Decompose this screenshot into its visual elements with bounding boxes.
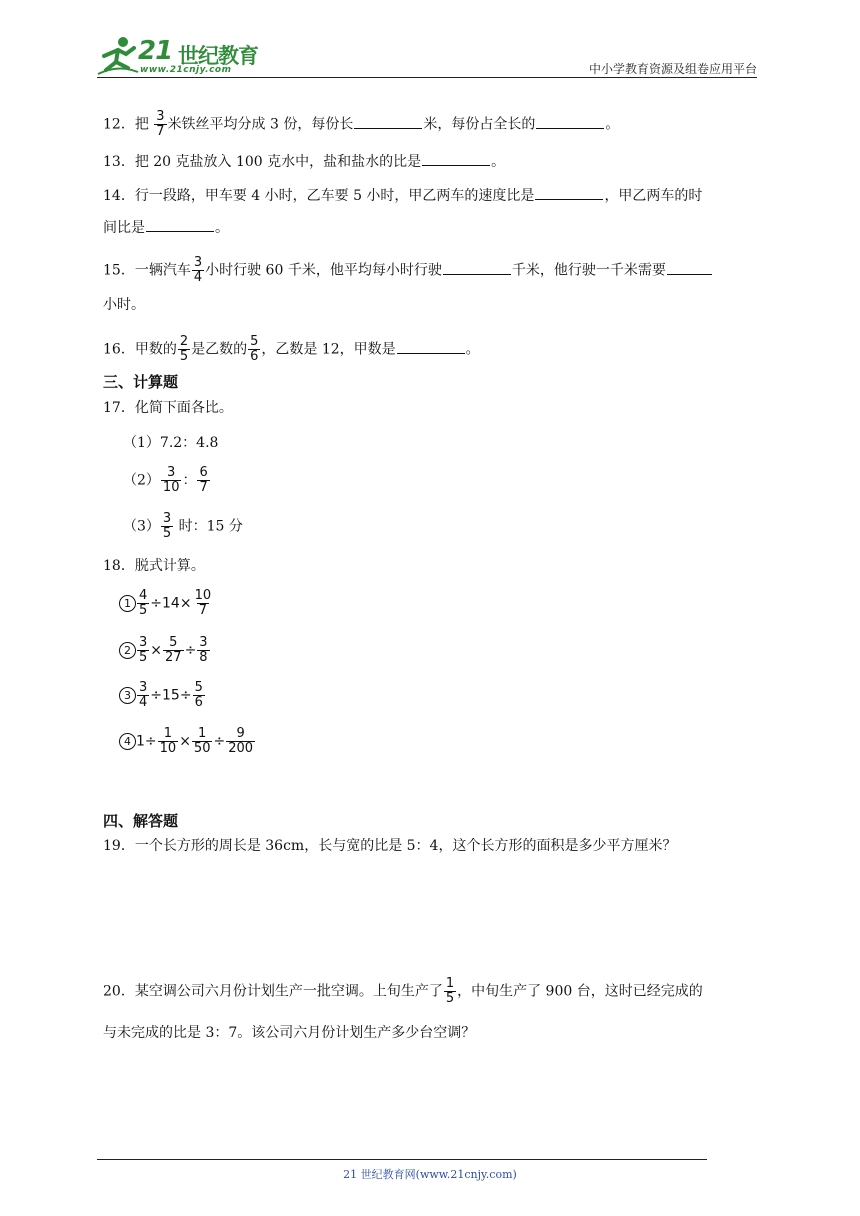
q12-fraction <box>154 110 166 139</box>
question-14 <box>103 185 702 206</box>
frac-num: 2 <box>179 334 189 349</box>
logo-url: www.21cnjy.com <box>140 65 232 75</box>
frac-num: 3 <box>167 465 176 480</box>
frac-num: 1 <box>163 726 173 741</box>
q16-text-d: 。 <box>465 341 480 358</box>
fraction <box>197 636 209 665</box>
frac-num: 5 <box>169 635 178 650</box>
q12-blank-1[interactable] <box>354 114 422 129</box>
q14-text-d: 。 <box>215 220 229 236</box>
frac-num: 1 <box>445 976 455 991</box>
frac-num: 6 <box>199 465 208 480</box>
site-logo <box>96 34 266 76</box>
frac-den: 4 <box>139 695 148 710</box>
frac-den: 8 <box>199 650 208 665</box>
q14-text-c: 间比是 <box>103 220 145 236</box>
q16-text-c: ，乙数是 12，甲数是 <box>261 341 396 358</box>
q18-expr-1 <box>119 589 214 618</box>
q18-expr-4 <box>119 727 256 756</box>
footer-divider <box>97 1159 707 1160</box>
frac-den: 10 <box>159 741 177 756</box>
frac-den: 27 <box>165 650 182 665</box>
q12-blank-2[interactable] <box>536 114 604 129</box>
q15-text-c: 千米，他行驶一千米需要 <box>511 262 666 279</box>
q18-expr-3 <box>119 681 206 710</box>
frac-num: 3 <box>162 511 172 526</box>
question-13 <box>103 151 505 172</box>
q16-fraction-2 <box>248 335 260 364</box>
q12-text-a: 12．把 <box>103 116 149 133</box>
operator: ÷ <box>213 733 226 750</box>
question-20-cont: 与未完成的比是 3：7。该公司六月份计划生产多少台空调？ <box>103 1025 476 1041</box>
q16-fraction-1 <box>178 335 190 364</box>
runner-icon <box>96 34 140 76</box>
q15-text-b: 小时行驶 60 千米，他平均每小时行驶 <box>205 262 442 279</box>
q16-text-b: 是乙数的 <box>191 341 248 358</box>
circled-number: 3 <box>119 687 136 704</box>
circled-number: 2 <box>119 642 136 659</box>
q14-text-b: ，甲乙两车的时 <box>604 188 703 204</box>
section-4-heading: 四、解答题 <box>103 812 179 830</box>
frac-num: 3 <box>139 680 148 695</box>
frac-num: 3 <box>199 635 208 650</box>
frac-num: 5 <box>194 680 203 695</box>
frac-num: 3 <box>139 635 148 650</box>
q16-text-a: 16．甲数的 <box>103 341 177 358</box>
fraction <box>137 589 149 618</box>
fraction <box>137 636 149 665</box>
operator: × <box>179 733 191 750</box>
item-rest: 时：15 分 <box>174 518 243 535</box>
q16-blank[interactable] <box>397 339 465 354</box>
frac-den: 200 <box>228 741 254 756</box>
item-label: （2） <box>123 472 160 489</box>
fraction <box>158 727 179 756</box>
q14-blank-1[interactable] <box>535 185 603 200</box>
operator: ÷15÷ <box>150 687 192 704</box>
frac-den: 4 <box>193 270 203 285</box>
question-12 <box>103 110 619 139</box>
q13-text-a: 13．把 20 克盐放入 100 克水中，盐和盐水的比是 <box>103 154 422 170</box>
q17-item-2 <box>123 466 211 495</box>
fraction <box>137 681 149 710</box>
frac-num: 5 <box>250 334 259 349</box>
q12-text-d: 。 <box>605 116 620 133</box>
q17-item-3 <box>123 512 243 541</box>
q20-fraction <box>444 977 456 1006</box>
operator: ÷14× <box>150 595 192 612</box>
q15-blank-2[interactable] <box>667 260 712 275</box>
q13-blank[interactable] <box>422 151 490 166</box>
circled-number: 1 <box>119 595 136 612</box>
question-20 <box>103 977 703 1006</box>
item-label: （3） <box>123 518 160 535</box>
fraction <box>193 681 205 710</box>
operator: ÷ <box>184 642 197 659</box>
frac-num: 3 <box>156 109 165 124</box>
question-17-title: 17．化简下面各比。 <box>103 400 233 416</box>
frac-den: 7 <box>156 124 165 139</box>
circled-number: 4 <box>119 733 136 750</box>
frac-den: 5 <box>162 526 172 541</box>
q17-3-fraction <box>161 512 173 541</box>
frac-den: 5 <box>139 650 148 665</box>
q13-text-b: 。 <box>491 154 506 170</box>
frac-den: 6 <box>250 349 259 364</box>
q18-expr-2 <box>119 636 211 665</box>
question-15 <box>103 256 713 285</box>
logo-text: 世纪教育 <box>178 44 258 68</box>
fraction <box>226 727 255 756</box>
question-19: 19．一个长方形的周长是 36cm，长与宽的比是 5：4，这个长方形的面积是多少平方厘米？ <box>103 838 677 854</box>
footer-text[interactable]: 21 世纪教育网(www.21cnjy.com) <box>343 1168 517 1181</box>
fraction <box>192 727 213 756</box>
q15-text-a: 15．一辆汽车 <box>103 262 191 279</box>
q20-text-b: ，中旬生产了 900 台，这时已经完成的 <box>457 983 703 1000</box>
frac-den: 7 <box>198 603 207 618</box>
header-platform-text: 中小学教育资源及组卷应用平台 <box>588 62 757 76</box>
q14-text-a: 14．行一段路，甲车要 4 小时，乙车要 5 小时，甲乙两车的速度比是 <box>103 188 535 204</box>
frac-den: 5 <box>139 603 148 618</box>
q15-text-d: 小时。 <box>103 297 145 313</box>
question-15-cont <box>103 295 145 315</box>
logo-number: 21 <box>138 36 173 66</box>
frac-den: 10 <box>162 480 180 495</box>
q12-text-c: 米，每份占全长的 <box>423 116 536 133</box>
frac-num: 3 <box>193 255 203 270</box>
frac-num: 1 <box>198 726 207 741</box>
question-18-title: 18．脱式计算。 <box>103 558 205 574</box>
q17-item-1: （1）7.2：4.8 <box>123 435 219 451</box>
question-16 <box>103 335 480 364</box>
frac-den: 50 <box>193 741 211 756</box>
question-14-cont <box>103 217 229 238</box>
operator: 1÷ <box>136 733 157 750</box>
q14-blank-2[interactable] <box>146 217 214 232</box>
frac-num: 4 <box>139 588 148 603</box>
header-divider <box>97 77 757 78</box>
fraction <box>163 636 184 665</box>
q17-2-fraction-2 <box>197 466 209 495</box>
q15-fraction <box>192 256 204 285</box>
frac-den: 6 <box>194 695 203 710</box>
q12-text-b: 米铁丝平均分成 3 份，每份长 <box>167 116 354 133</box>
fraction <box>193 589 214 618</box>
frac-den: 7 <box>199 480 208 495</box>
frac-den: 5 <box>445 991 455 1006</box>
q17-2-fraction-1 <box>161 466 182 495</box>
frac-den: 5 <box>179 349 189 364</box>
q15-blank-1[interactable] <box>443 260 511 275</box>
section-3-heading: 三、计算题 <box>103 373 179 391</box>
q20-text-a: 20．某空调公司六月份计划生产一批空调。上旬生产了 <box>103 983 443 1000</box>
frac-num: 10 <box>194 588 212 603</box>
operator: × <box>150 642 163 659</box>
frac-num: 9 <box>236 726 245 741</box>
ratio-sep: ： <box>182 472 197 489</box>
